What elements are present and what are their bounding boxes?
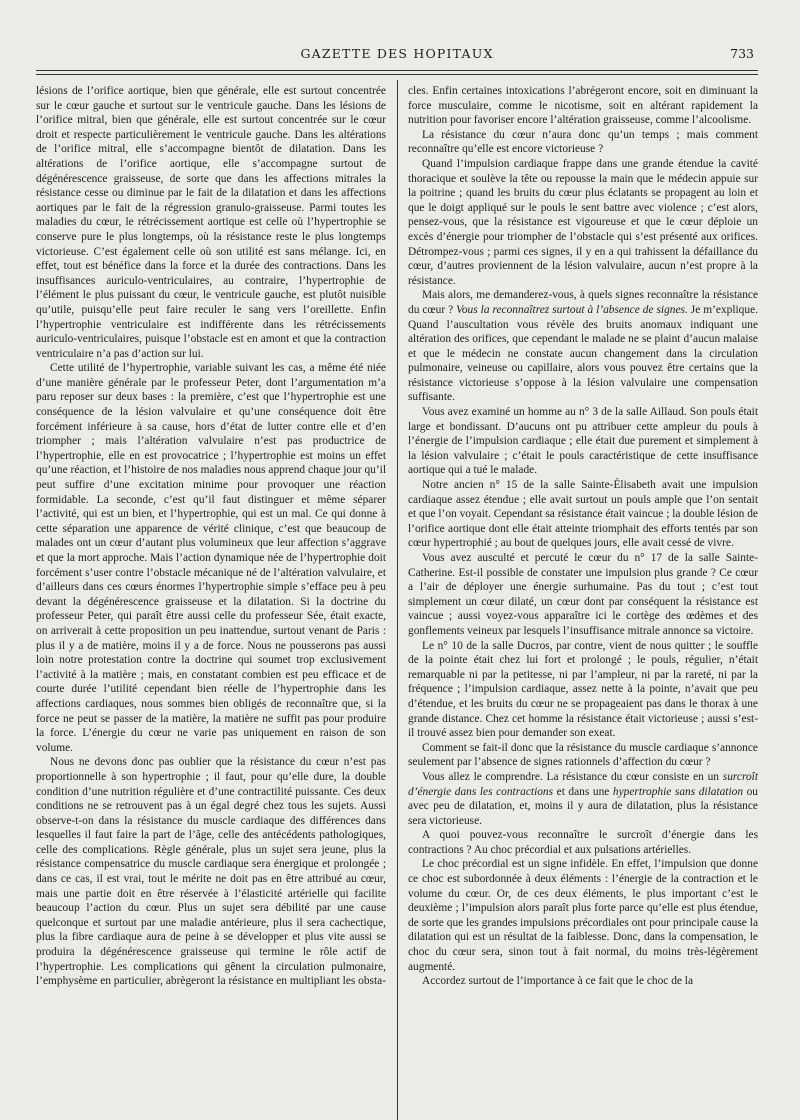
column-divider	[397, 80, 398, 1120]
paragraph: Nous ne devons donc pas oublier que la résistance du cœur n’est pas proportionnelle à son hypertrophie ; il faut, pour qu’elle dure, la double condition d’une nutrition régulière et d’une contractilité puissante. Ces deux conditions ne se retrouvent pas à un égal degré chez tous les sujets. Aussi observe-t-on dans la résistance du muscle cardiaque des différences dans lesquelles il faut faire la part de l’âge, celle des antécédents pathologiques, celle des complications. Règle générale, plus un sujet sera jeune, plus la résistance compensatrice du muscle cardiaque sera énergique et prolongée ; dans ce cas, il est vrai, tout le mérite ne doit pas en être attribué au cœur, mais une partie doit en être réservée à l’élasticité artérielle qui facilite beaucoup l’action du cœur. Plus un sujet sera débilité par une cause quelconque et surtout par une maladie antérieure, plus il sera cachectique, plus la fibre cardiaque aura de peine à se développer et plus vite aussi se produira la dégénérescence graisseuse qui termine le rôle actif de l’hypertrophie. Les complications qui gênent la circulation pulmonaire, l’emphysème en particulier, abrègeront la résistance en multipliant les obsta-	[36, 756, 386, 988]
paragraph-text: ou avec peu de dilatation, et, moins il y aura de dilatation, plus la résistance sera victorieuse.	[408, 785, 758, 827]
paragraph	[408, 770, 758, 828]
right-column	[408, 84, 758, 1120]
header-rule-top	[36, 70, 758, 71]
journal-title: GAZETTE DES HOPITAUX	[300, 46, 494, 61]
paragraph: Comment se fait-il donc que la résistance du muscle cardiaque s’annonce seulement par l’absence de signes rationnels d’affection du cœur ?	[408, 741, 758, 769]
paragraph: A quoi pouvez-vous reconnaître le surcroît d’énergie dans les contractions ? Au choc précordial et aux pulsations artérielles.	[408, 829, 758, 856]
paragraph: Vous avez examiné un homme au n° 3 de la salle Aillaud. Son pouls était large et bondissant. D’aucuns ont pu attribuer cette ampleur du pouls à l’énergie de l’impulsion cardiaque ; elle était due purement et simplement à la lésion valvulaire ; c’était le pouls caractéristique de cette insuffisance aortique qui a tué le malade.	[408, 406, 758, 477]
paragraph: La résistance du cœur n’aura donc qu’un temps ; mais comment reconnaître qu’elle est encore victorieuse ?	[408, 128, 758, 156]
emphasis-text: surcroît d’énergie dans les contractions	[408, 770, 758, 798]
paragraph-text: Vous allez le comprendre. La résistance du cœur consiste en un	[422, 770, 723, 783]
header-rule-bottom	[36, 74, 758, 75]
paragraph: Le n° 10 de la salle Ducros, par contre, vient de nous quitter ; le souffle de la pointe était chez lui fort et prolongé ; le pouls, régulier, n’était remarquable ni par la petitesse, ni par l’ampleur, ni par la rareté, ni par la fréquence ; l’impulsion cardiaque, assez nette à la pointe, n’avait que peu d’étendue, et les bruits du cœur ne se propageaient pas dans le thorax à une grande distance. Chez cet homme la résistance était victorieuse ; aussi s’est-il trouvé assez bien pour demander son exeat.	[408, 639, 758, 740]
emphasis-text: hypertrophie sans dilatation	[612, 785, 744, 798]
paragraph: Quand l’impulsion cardiaque frappe dans une grande étendue la cavité thoracique et soulève la tête ou repousse la main que le médecin appuie sur la poitrine ; quand les bruits du cœur plus éclatants se propagent au loin et que le doigt appliqué sur le pouls le sent battre avec violence ; c’est alors, pensez-vous, que la résistance est vigoureuse et que le cœur déploie un excès d’énergie pour triompher de l’obstacle qui s’est présenté aux orifices. Détrompez-vous ; parmi ces signes, il y en a qui trahissent la défaillance du cœur, d’autres proviennent de la lésion valvulaire, aucun n’est propre à la résistance.	[408, 157, 758, 287]
left-column	[36, 84, 386, 1120]
page-header	[36, 44, 758, 66]
page-number: 733	[730, 46, 754, 61]
paragraph: Le choc précordial est un signe infidèle. En effet, l’impulsion que donne ce choc est subordonnée à deux éléments : l’énergie de la contraction et le volume du cœur. Or, de ces deux éléments, le plus important c’est le deuxième ; l’impulsion alors paraît plus forte parce qu’elle est plus étendue, de sorte que les grandes impulsions précordiales ont pour principale cause la dilatation qui est un résultat de la faiblesse. Donc, dans la compensation, le choc du cœur sera, sinon tout à fait normal, du moins très-légèrement augmenté.	[408, 858, 758, 973]
paragraph: Accordez surtout de l’importance à ce fait que le choc de la	[422, 975, 694, 988]
paragraph: Vous avez ausculté et percuté le cœur du n° 17 de la salle Sainte-Catherine. Est-il possible de constater une impulsion plus grande ? Ce cœur a l’air de déployer une énergie surhumaine. Pas du tout ; c’est tout simplement un cœur dilaté, un cœur dont par conséquent la résistance est vaincue ; aussi voyez-vous apparaître ici le cortège des œdèmes et des gonflements veineux par lesquels l’insuffisance mitrale annonce sa victoire.	[408, 552, 758, 637]
paragraph: Cette utilité de l’hypertrophie, variable suivant les cas, a même été niée d’une manière générale par le professeur Peter, dont l’argumentation m’a paru reposer sur deux bases : la première, c’est que l’hypertrophie est une conséquence de la lésion valvulaire et qu’une conséquence doit être forcément inférieure à sa cause, hors d’état de lutter contre elle et d’en triompher ; mais l’altération valvulaire n’est pas productrice de l’hypertrophie, elle en est provocatrice ; l’hypertrophie est moins un effet qu’une réaction, et l’histoire de nos maladies nous apprend chaque jour qu’il peut suffire d’une excitation minime pour provoquer une réaction formidable. La seconde, c’est qu’il faut distinguer et même séparer l’activité, qui est un bien, et l’hypertrophie, qui est un mal. Ce qui donne à cette séparation une apparence de vérité clinique, c’est que beaucoup de malades ont un cœur d’autant plus volumineux que leur affection s’aggrave et que la mort approche. Mais l’action dynamique née de l’hypertrophie doit forcément s’user contre l’obstacle mécanique né de l’altération valvulaire, et d’ailleurs dans ces cœurs énormes l’hypertrophie simple s’efface peu à peu devant la dégénérescence graisseuse et la dilatation. Si la doctrine du professeur Peter, qui paraît être aussi celle du professeur Sée, était exacte, on arriverait à cette proposition un peu inattendue, surtout venant de Paris : plus il y a de matière, moins il y a de force. Nous ne pousserons pas aussi loin notre protestation contre la doctrine qui soumet trop exclusivement l’activité à la matière ; mais, en constatant combien est peu efficace et de courte durée l’utilité cependant bien réelle de l’hypertrophie dans les affections cardiaques, nous sommes bien obligés de reconnaître que, si la force ne peut se passer de la matière, la matière ne suffit pas pour produire la force. L’énergie du cœur ne varie pas uniquement en raison de son volume.	[36, 362, 386, 754]
paragraph-text: Je m’explique. Quand l’auscultation vous révèle des bruits anomaux indiquant une altération des orifices, que cependant le malade ne se plaint d’aucun malaise et que le médecin ne constate aucun changement dans la circulation pulmonaire, veineuse ou capillaire, alors vous pouvez être certains que la résistance victorieuse s’oppose à la lésion valvulaire une compensation suffisante.	[408, 303, 758, 404]
paragraph-text: et dans une	[553, 785, 613, 798]
paragraph: cles. Enfin certaines intoxications l’abrégeront encore, soit en diminuant la force musculaire, comme le nicotisme, soit en altérant rapidement la nutrition pour favoriser encore l’altération graisseuse, comme l’alcoolisme.	[408, 85, 758, 127]
emphasis-text: Vous la reconnaîtrez surtout à l’absence de signes.	[456, 303, 688, 316]
paragraph: lésions de l’orifice aortique, bien que générale, elle est surtout concentrée sur le cœur gauche et surtout sur le ventricule gauche. Dans les lésions de l’orifice mitral, bien que générale, elle est surtout concentrée sur le cœur droit et respecte particulièrement le ventricule gauche. Dans les altérations de l’orifice mitral, elle s’accompagne bientôt de dilatation. Dans les altérations de l’orifice aortique, elle s’accompagne surtout de dégénérescence graisseuse, de sorte que dans les affections mitrales la résistance cesse ou diminue par le fait de la dilatation et dans les affections aortiques par le fait de la régression granulo-graisseuse. Parmi toutes les maladies du cœur, le rétrécissement aortique est celle où l’hypertrophie se conserve pure le plus longtemps, où la résistance reste le plus longtemps victorieuse. C’est également celle où son utilité est sans mélange. Ici, en effet, tout est bénéfice dans la force et la durée des contractions. Dans les insuffisances auriculo-ventriculaires, au contraire, l’hypertrophie de l’élément le plus puissant du cœur, le ventricule gauche, est plutôt nuisible qu’utile, puisqu’elle peut faire reculer le sang vers l’oreillette. Enfin l’hypertrophie ventriculaire est indifférente dans les rétrécissements auriculo-ventriculaires, puisque l’obstacle est en amont et que la contraction ventriculaire n’a pas d’action sur lui.	[36, 85, 386, 360]
paragraph-text: Mais alors, me demanderez-vous, à quels signes reconnaître la résistance du cœur ?	[408, 289, 758, 316]
paragraph	[408, 288, 758, 405]
paragraph: Notre ancien n° 15 de la salle Sainte-Élisabeth avait une impulsion cardiaque assez étendue ; elle avait surtout un pouls ample que l’on sentait et que l’on voyait. Cependant sa résistance était vaincue ; la double lésion de l’orifice aortique dont elle était atteinte triomphait des efforts tentés par son cœur hypertrophié ; au bout de quelques jours, elle avait cessé de vivre.	[408, 479, 758, 550]
